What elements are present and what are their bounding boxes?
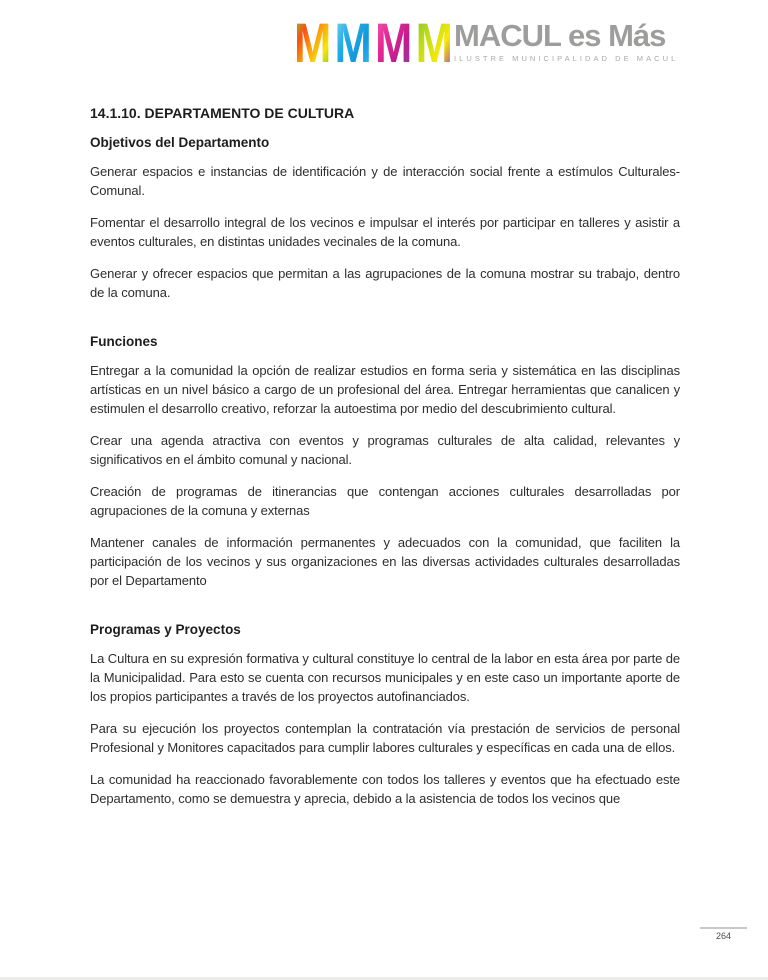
subsection-heading: Programas y Proyectos [90, 622, 241, 637]
paragraph: La Cultura en su expresión formativa y cultural constituye lo central de la labor en esta área por parte de la Municipalidad. Para esto se cuenta con recursos municipales y en este caso un importante aporte de los propios participantes a través de los proyectos autofinanciados. [90, 651, 680, 704]
paragraph: Crear una agenda atractiva con eventos y programas culturales de alta calidad, relevantes y significativos en el ámbito comunal y nacional. [90, 433, 680, 467]
paragraph: Creación de programas de itinerancias que contengan acciones culturales desarrolladas por agrupaciones de la comuna y externas [90, 484, 680, 518]
paragraph: Fomentar el desarrollo integral de los vecinos e impulsar el interés por participar en talleres y asistir a eventos culturales, en distintas unidades vecinales de la comuna. [90, 215, 680, 249]
section-objetivos [90, 133, 680, 302]
paragraph: Generar y ofrecer espacios que permitan a las agrupaciones de la comuna mostrar su trabajo, dentro de la comuna. [90, 266, 680, 300]
logo-m-icon: M [375, 11, 413, 74]
logo-tagline: ILUSTRE MUNICIPALIDAD DE MACUL [454, 54, 679, 63]
subsection-heading: Objetivos del Departamento [90, 135, 270, 150]
page-footer [700, 927, 747, 941]
paragraph: Para su ejecución los proyectos contemplan la contratación vía prestación de servicios de personal Profesional y Monitores capacitados para cumplir labores culturales y específicas en cada una de ellos. [90, 721, 680, 755]
subsection-heading: Funciones [90, 334, 158, 349]
logo-m-icon: M [415, 11, 453, 74]
document-body [90, 104, 680, 808]
section-programas-y-proyectos [90, 620, 680, 808]
logo-m-icon: M [334, 11, 372, 74]
logo-text-block [454, 20, 684, 63]
footer-divider [700, 927, 747, 929]
paragraph: Mantener canales de información permanentes y adecuados con la comunidad, que faciliten la participación de los vecinos y sus organizaciones en las diversas actividades culturales desarrolladas por el Departamento [90, 535, 680, 588]
page-number: 264 [715, 931, 732, 941]
section-title: 14.1.10. DEPARTAMENTO DE CULTURA [90, 105, 355, 121]
logo-wordmark: MACUL es Más [454, 18, 666, 53]
section-funciones [90, 332, 680, 590]
paragraph: Generar espacios e instancias de identificación y de interacción social frente a estímulos Culturales-Comunal. [90, 164, 680, 198]
paragraph: Entregar a la comunidad la opción de realizar estudios en forma seria y sistemática en las disciplinas artísticas en un nivel básico a cargo de un profesional del área. Entregar herramientas que canalicen y estimulen el desarrollo creativo, reforzar la autoestima por medio del descubrimiento cultural. [90, 363, 680, 416]
logo-monogram-mmmm [294, 11, 453, 74]
logo-m-icon: M [294, 11, 332, 74]
paragraph: La comunidad ha reaccionado favorablemente con todos los talleres y eventos que ha efectuado este Departamento, como se demuestra y aprecia, debido a la asistencia de todos los vecinos que [90, 772, 680, 806]
